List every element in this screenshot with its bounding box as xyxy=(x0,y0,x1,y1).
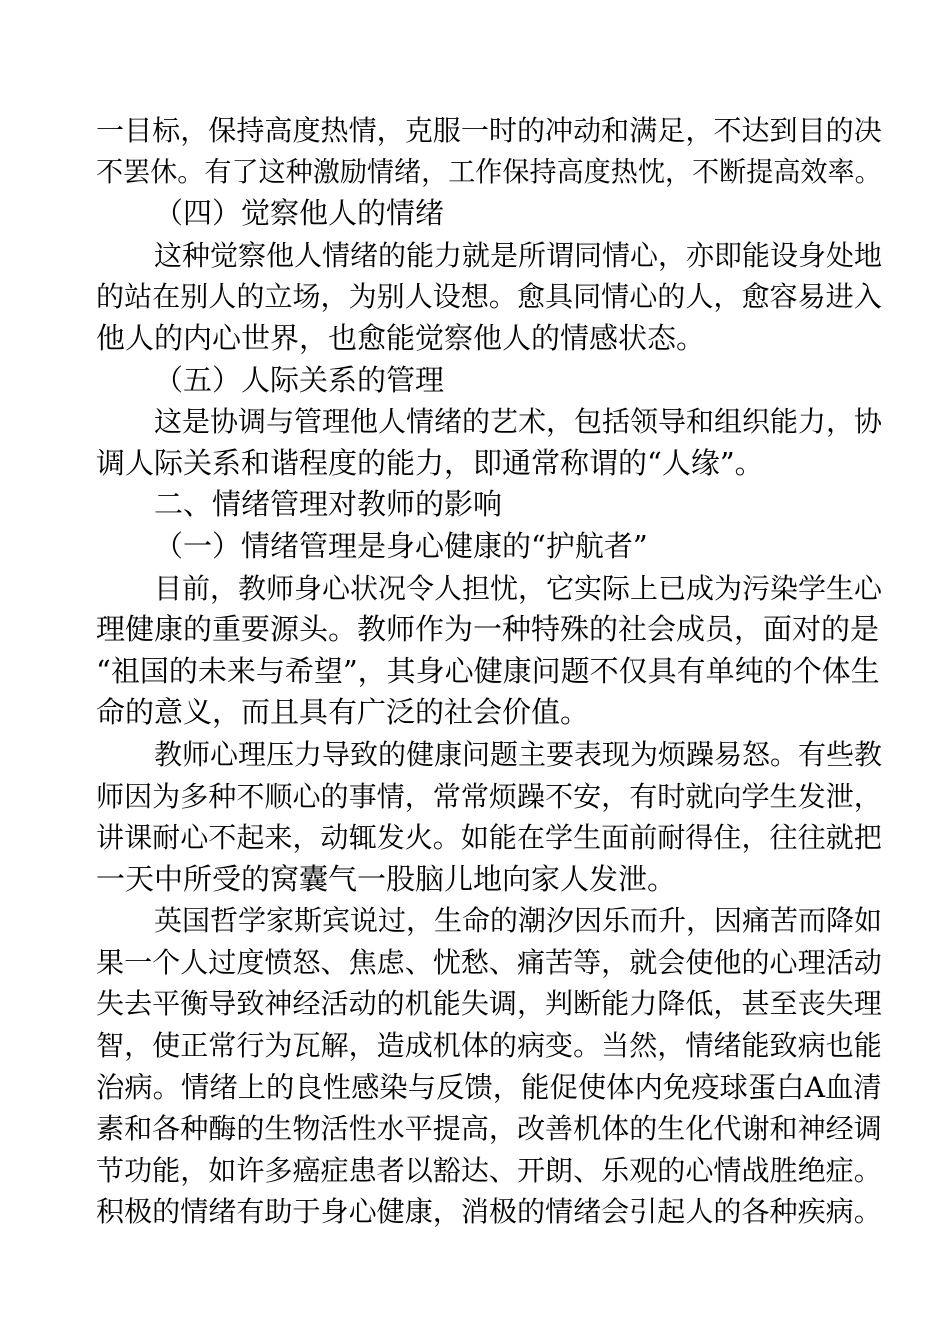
section-heading: （五）人际关系的管理 xyxy=(154,362,445,397)
text-line: 治病。情绪上的良性感染与反馈，能促使体内免疫球蛋白A血清 xyxy=(96,1070,882,1104)
text-line: 目前，教师身心状况令人担忧，它实际上已成为污染学生心 xyxy=(154,571,883,605)
section-heading: （一）情绪管理是身心健康的“护航者” xyxy=(154,528,648,563)
text-line: 理健康的重要源头。教师作为一种特殊的社会成员，面对的是 xyxy=(96,612,880,647)
chapter-heading: 二、情绪管理对教师的影响 xyxy=(154,487,503,522)
text-line: 他人的内心世界，也愈能觉察他人的情感状态。 xyxy=(96,320,706,355)
section-heading: （四）觉察他人的情绪 xyxy=(154,196,445,231)
text-line: 节功能，如许多癌症患者以豁达、开朗、乐观的心情战胜绝症。 xyxy=(96,1153,882,1187)
text-line: 师因为多种不顺心的事情，常常烦躁不安，有时就向学生发泄， xyxy=(96,779,882,813)
text-line: 素和各种酶的生物活性水平提高，改善机体的生化代谢和神经调 xyxy=(96,1112,882,1146)
text-line: 教师心理压力导致的健康问题主要表现为烦躁易怒。有些教 xyxy=(154,737,883,771)
text-line: 这是协调与管理他人情绪的艺术，包括领导和组织能力，协 xyxy=(154,405,883,439)
text-line: 讲课耐心不起来，动辄发火。如能在学生面前耐得住，往往就把 xyxy=(96,821,882,855)
text-line: 一天中所受的窝囊气一股脑儿地向家人发泄。 xyxy=(96,861,677,896)
text-line: 调人际关系和谐程度的能力，即通常称谓的“人缘”。 xyxy=(96,445,764,480)
document-body xyxy=(96,110,886,1233)
text-line: 的站在别人的立场，为别人设想。愈具同情心的人，愈容易进入 xyxy=(96,280,882,314)
text-line: 失去平衡导致神经活动的机能失调，判断能力降低，甚至丧失理 xyxy=(96,987,882,1021)
text-line: 不罢休。有了这种激励情绪，工作保持高度热忱，不断提高效率。 xyxy=(96,156,882,188)
text-line: 果一个人过度愤怒、焦虑、忧愁、痛苦等，就会使他的心理活动 xyxy=(96,945,882,979)
text-line: 积极的情绪有助于身心健康，消极的情绪会引起人的各种疾病。 xyxy=(96,1195,882,1229)
text-line: 智，使正常行为瓦解，造成机体的病变。当然，情绪能致病也能 xyxy=(96,1029,882,1063)
text-line: 一目标，保持高度热情，克服一时的冲动和满足，不达到目的决 xyxy=(96,114,882,147)
text-line: 英国哲学家斯宾说过，生命的潮汐因乐而升，因痛苦而降如 xyxy=(154,904,883,938)
text-line: “祖国的未来与希望”，其身心健康问题不仅具有单纯的个体生 xyxy=(96,653,880,688)
text-line: 这种觉察他人情绪的能力就是所谓同情心，亦即能设身处地 xyxy=(154,238,883,272)
text-line: 命的意义，而且具有广泛的社会价值。 xyxy=(96,695,590,730)
